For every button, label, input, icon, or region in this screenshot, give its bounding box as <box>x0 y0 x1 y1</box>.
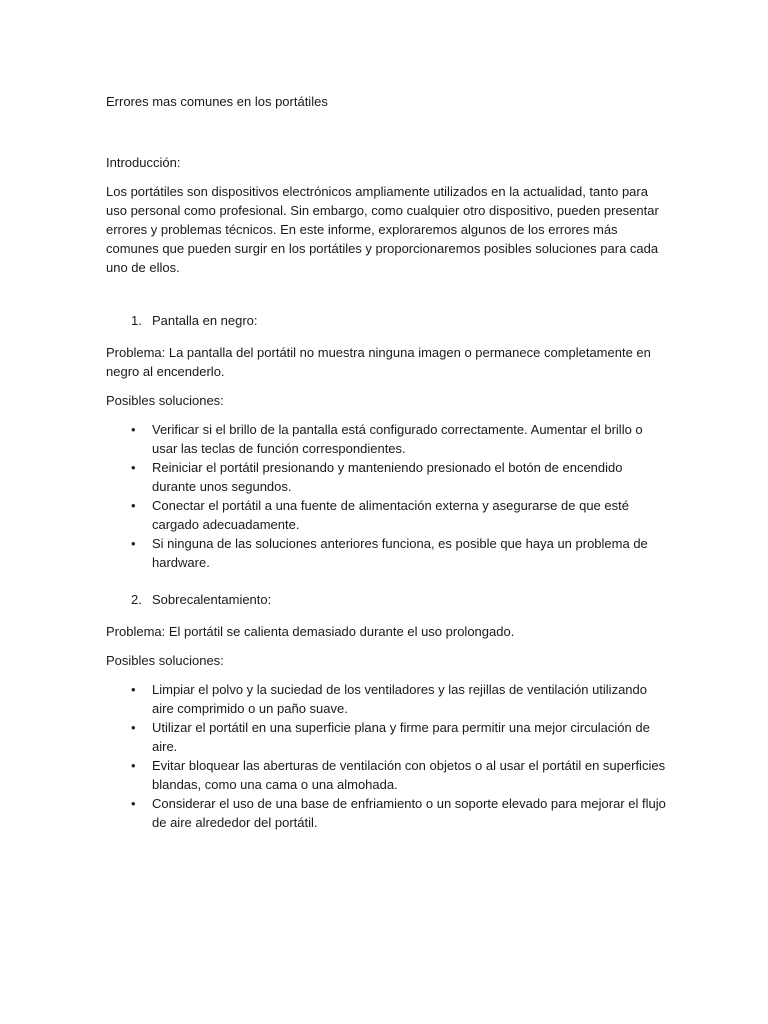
list-item <box>106 458 666 496</box>
section-overheating <box>106 590 666 832</box>
section-heading <box>106 311 666 330</box>
bullet-icon: • <box>131 720 136 735</box>
section-heading-text: Pantalla en negro: <box>152 313 258 328</box>
problem-statement: Problema: La pantalla del portátil no muestra ninguna imagen o permanece completamente en negro al encenderlo. <box>106 345 651 379</box>
bullet-icon: • <box>131 460 136 475</box>
section-heading-text: Sobrecalentamiento: <box>152 592 272 607</box>
document-title: Errores mas comunes en los portátiles <box>106 94 328 109</box>
bullet-icon: • <box>131 498 136 513</box>
section-black-screen <box>106 311 666 572</box>
document-body <box>106 92 666 850</box>
list-item <box>106 420 666 458</box>
list-item-text: Verificar si el brillo de la pantalla está configurado correctamente. Aumentar el brillo o usar las teclas de función correspondientes. <box>152 422 643 456</box>
section-number: 1. <box>131 313 142 328</box>
solutions-label: Posibles soluciones: <box>106 653 224 668</box>
list-item-text: Conectar el portátil a una fuente de alimentación externa y asegurarse de que esté cargado adecuadamente. <box>152 498 629 532</box>
list-item <box>106 756 666 794</box>
section-number: 2. <box>131 592 142 607</box>
list-item-text: Limpiar el polvo y la suciedad de los ventiladores y las rejillas de ventilación utilizando aire comprimido o un paño suave. <box>152 682 647 716</box>
list-item-text: Utilizar el portátil en una superficie plana y firme para permitir una mejor circulación de aire. <box>152 720 650 754</box>
section-heading <box>106 590 666 609</box>
list-item-text: Considerar el uso de una base de enfriamiento o un soporte elevado para mejorar el flujo de aire alrededor del portátil. <box>152 796 666 830</box>
bullet-icon: • <box>131 796 136 811</box>
list-item-text: Si ninguna de las soluciones anteriores funciona, es posible que haya un problema de hardware. <box>152 536 648 570</box>
list-item <box>106 496 666 534</box>
list-item <box>106 718 666 756</box>
list-item <box>106 794 666 832</box>
bullet-icon: • <box>131 758 136 773</box>
bullet-icon: • <box>131 682 136 697</box>
solutions-list <box>106 680 666 832</box>
list-item-text: Reiniciar el portátil presionando y manteniendo presionado el botón de encendido durante unos segundos. <box>152 460 623 494</box>
bullet-icon: • <box>131 536 136 551</box>
solutions-label: Posibles soluciones: <box>106 393 224 408</box>
list-item <box>106 534 666 572</box>
intro-heading: Introducción: <box>106 155 181 170</box>
list-item-text: Evitar bloquear las aberturas de ventilación con objetos o al usar el portátil en superficies blandas, como una cama o una almohada. <box>152 758 666 792</box>
list-item <box>106 680 666 718</box>
bullet-icon: • <box>131 422 136 437</box>
intro-paragraph: Los portátiles son dispositivos electrónicos ampliamente utilizados en la actualidad, tanto para uso personal como profesional. Sin embargo, como cualquier otro dispositivo, pueden presentar errores y problemas técnicos. En este informe, exploraremos algunos de los errores más comunes que pueden surgir en los portátiles y proporcionaremos posibles soluciones para cada uno de ellos. <box>106 184 659 275</box>
solutions-list <box>106 420 666 572</box>
problem-statement: Problema: El portátil se calienta demasiado durante el uso prolongado. <box>106 624 515 639</box>
